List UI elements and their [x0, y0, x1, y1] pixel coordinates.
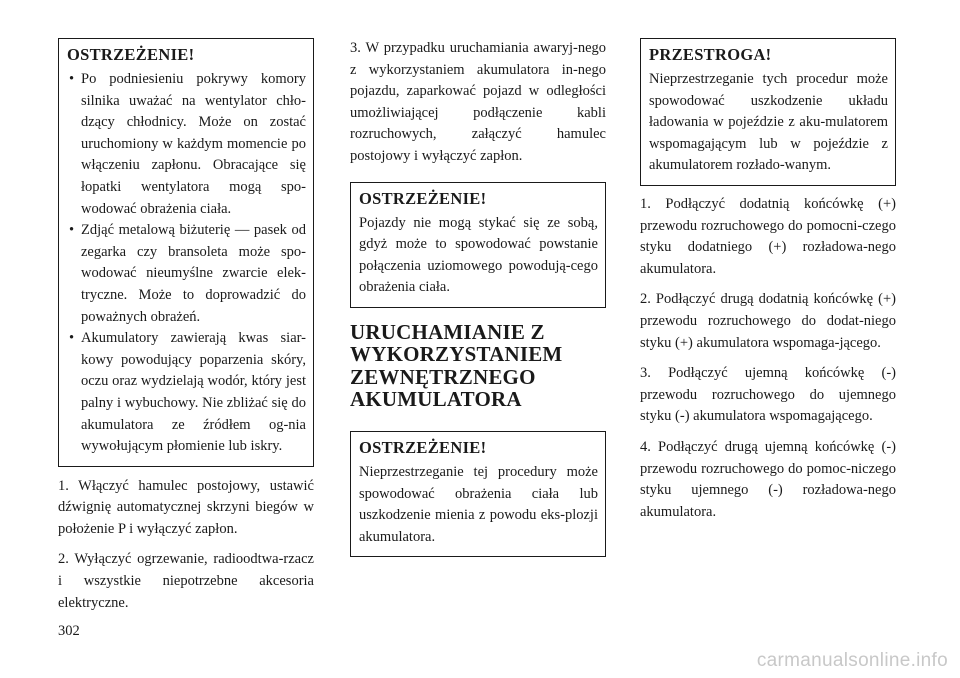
column-right	[640, 38, 896, 532]
warning-bullet-list	[67, 69, 306, 458]
warning-box-vehicles-contact	[350, 182, 606, 308]
warning-box-explosion	[350, 431, 606, 557]
step-1-paragraph: 1. Włączyć hamulec postojowy, ustawić dźwignię automatycznej skrzyni biegów w położenie P i wyłączyć zapłon.	[58, 477, 314, 537]
warning-title: OSTRZEŻENIE!	[67, 45, 195, 64]
page-number: 302	[58, 623, 80, 639]
column-middle	[350, 38, 606, 557]
warning-text: Nieprzestrzeganie tej procedury może spowodować obrażenia ciała lub uszkodzenie mienia z powodu eks-plozji akumulatora.	[359, 463, 598, 545]
step-2-paragraph: 2. Wyłączyć ogrzewanie, radioodtwa-rzacz i wszystkie niepotrzebne akcesoria elektryczne.	[58, 551, 314, 611]
caution-box	[640, 38, 896, 186]
connect-step-2: 2. Podłączyć drugą dodatnią końcówkę (+) przewodu rozruchowego do dodat-niego styku (+) akumulatora wspomaga-jącego.	[640, 291, 896, 351]
warning-title: OSTRZEŻENIE!	[359, 437, 487, 457]
watermark: carmanualsonline.info	[756, 650, 948, 671]
section-heading: URUCHAMIANIE Z WYKORZYSTANIEM ZEWNĘTRZNEGO AKUMULATORA	[350, 319, 563, 412]
warning-text: Pojazdy nie mogą stykać się ze sobą, gdyż może to spowodować powstanie połączenia uziomowego powodują-cego obrażenia ciała.	[359, 214, 598, 296]
caution-text: Nieprzestrzeganie tych procedur może spowodować uszkodzenie układu ładowania w pojeździe z aku-mulatorem wspomagającym lub w pojeździe z akumulatorem rozłado-wanym.	[649, 71, 888, 174]
step-3-paragraph: 3. W przypadku uruchamiania awaryj-nego z wykorzystaniem akumulatora in-nego pojazdu, zaparkować pojazd w odległości umożliwiającej podłączenie kabli rozruchowych, załączyć hamulec postojowy i wyłączyć zapłon.	[350, 40, 606, 164]
column-left	[58, 38, 314, 623]
connect-step-1: 1. Podłączyć dodatnią końcówkę (+) przewodu rozruchowego do pomocni-czego styku dodatniego (+) rozładowa-nego akumulatora.	[640, 195, 896, 277]
warning-bullet: • Po podniesieniu pokrywy komory silnika uważać na wentylator chło-dzący chłodnicy. Może on zostać uruchomiony w każdym momencie po włączeniu zapłonu. Obracające się łopatki wentylatora mogą spo-wodować obrażenia ciała.	[67, 69, 306, 220]
connect-step-3: 3. Podłączyć ujemną końcówkę (-) przewodu rozruchowego do ujemnego styku (-) akumulatora wspomagającego.	[640, 365, 896, 425]
warning-bullet: • Zdjąć metalową biżuterię — pasek od zegarka czy bransoleta może spo-wodować nieumyślne zwarcie elek-tryczne. Może to doprowadzić do poważnych obrażeń.	[67, 220, 306, 328]
warning-box-fan-battery	[58, 38, 314, 467]
warning-bullet: • Akumulatory zawierają kwas siar-kowy powodujący poparzenia skóry, oczu oraz wydzielają wodór, który jest palny i wybuchowy. Nie zbliżać się do akumulatora ze źródłem og-nia wywołującym płomienie lub iskry.	[67, 328, 306, 458]
caution-title: PRZESTROGA!	[649, 45, 772, 64]
connect-step-4: 4. Podłączyć drugą ujemną końcówkę (-) przewodu rozruchowego do pomoc-niczego styku ujemnego (-) rozładowa-nego akumulatora.	[640, 438, 896, 520]
warning-title: OSTRZEŻENIE!	[359, 188, 487, 208]
